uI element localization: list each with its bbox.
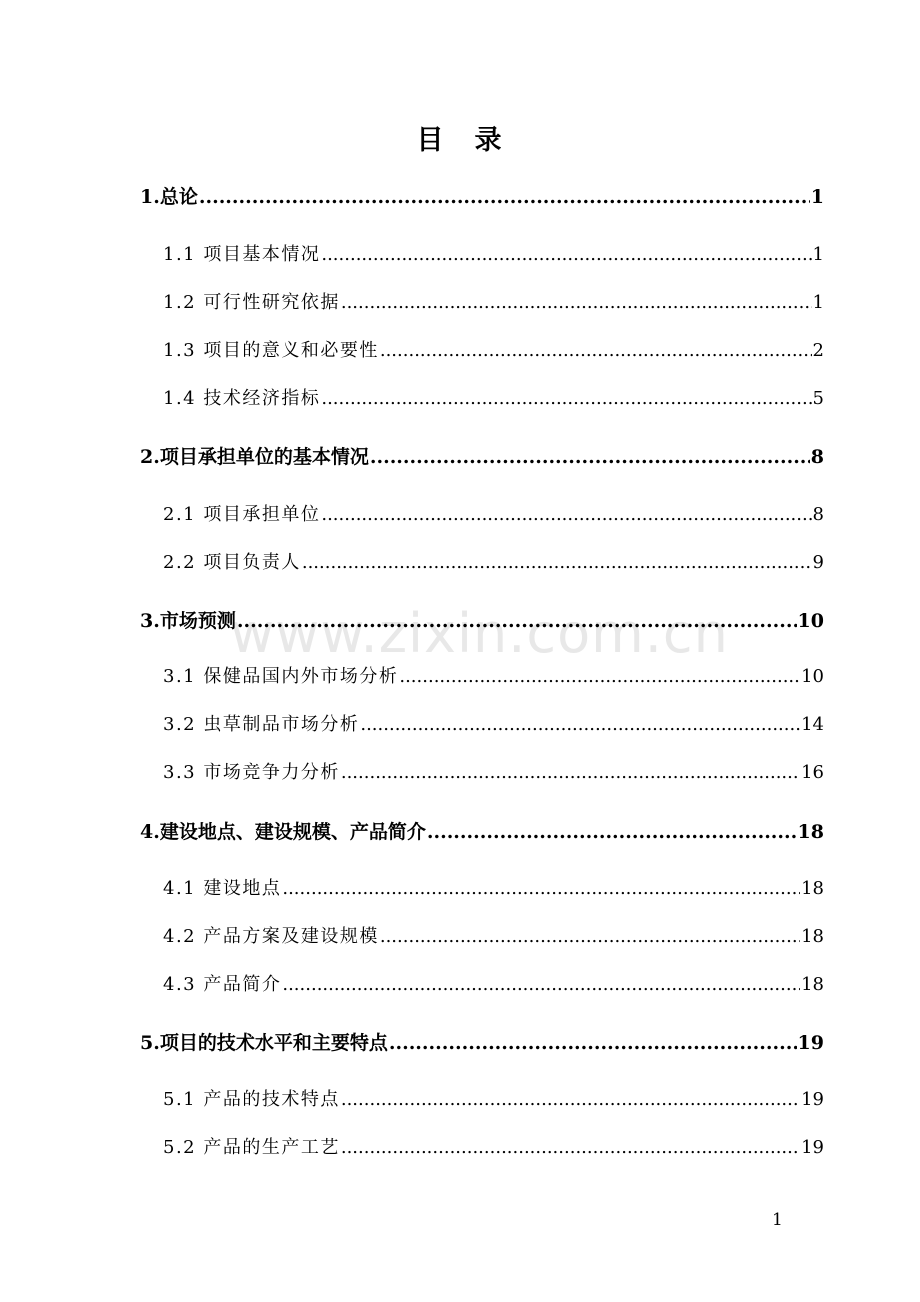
toc-entry-4-2[interactable] <box>163 922 824 948</box>
toc-entry-label: 4.建设地点、建设规模、产品简介 <box>140 821 426 843</box>
toc-entry-page: 1 <box>812 244 824 265</box>
toc-entry-label: 2.1 项目承担单位 <box>163 504 321 525</box>
dot-leader <box>341 1137 800 1158</box>
toc-entry-page: 10 <box>797 610 824 632</box>
toc-entry-label: 3.1 保健品国内外市场分析 <box>163 666 399 687</box>
toc-entry-label: 4.1 建设地点 <box>163 878 282 899</box>
toc-entry-1-3[interactable] <box>163 336 824 362</box>
toc-entry-1-4[interactable] <box>163 384 824 410</box>
watermark: www.zixin.com.cn <box>230 602 729 665</box>
toc-entry-4-3[interactable] <box>163 970 824 996</box>
toc-entry-page: 18 <box>797 821 824 843</box>
toc-entry-4-1[interactable] <box>163 874 824 900</box>
toc-entry-page: 18 <box>801 974 824 995</box>
toc-entry-page: 9 <box>812 552 824 573</box>
dot-leader <box>360 714 800 735</box>
dot-leader <box>389 1032 797 1054</box>
toc-entry-page: 19 <box>801 1137 824 1158</box>
dot-leader <box>302 552 812 573</box>
toc-entry-label: 5.1 产品的技术特点 <box>163 1089 340 1110</box>
toc-entry-3-3[interactable] <box>163 758 824 784</box>
dot-leader <box>427 821 797 843</box>
toc-entry-3-2[interactable] <box>163 710 824 736</box>
dot-leader <box>380 340 812 361</box>
toc-entry-label: 2.2 项目负责人 <box>163 552 301 573</box>
toc-entry-page: 16 <box>801 762 824 783</box>
toc-title: 目 录 <box>416 125 504 156</box>
dot-leader <box>380 926 800 947</box>
toc-entry-page: 10 <box>801 666 824 687</box>
toc-entry-5[interactable] <box>140 1028 824 1055</box>
dot-leader <box>282 974 800 995</box>
toc-entry-5-2[interactable] <box>163 1133 824 1159</box>
toc-entry-label: 5.项目的技术水平和主要特点 <box>140 1032 388 1054</box>
toc-entry-label: 1.3 项目的意义和必要性 <box>163 340 379 361</box>
toc-entry-1-2[interactable] <box>163 288 824 314</box>
toc-entry-page: 14 <box>801 714 824 735</box>
toc-entry-2[interactable] <box>140 442 824 469</box>
toc-entry-label: 1.总论 <box>140 186 198 208</box>
dot-leader <box>341 762 800 783</box>
dot-leader <box>399 666 800 687</box>
toc-entry-page: 2 <box>812 340 824 361</box>
toc-entry-3[interactable] <box>140 606 824 633</box>
dot-leader <box>341 292 812 313</box>
toc-entry-label: 2.项目承担单位的基本情况 <box>140 446 369 468</box>
toc-entry-page: 18 <box>801 878 824 899</box>
toc-entry-2-1[interactable] <box>163 500 824 526</box>
dot-leader <box>282 878 800 899</box>
toc-entry-1-1[interactable] <box>163 240 824 266</box>
toc-entry-3-1[interactable] <box>163 662 824 688</box>
toc-entry-page: 18 <box>801 926 824 947</box>
dot-leader <box>237 610 797 632</box>
toc-entry-page: 5 <box>812 388 824 409</box>
dot-leader <box>341 1089 800 1110</box>
toc-entry-label: 3.2 虫草制品市场分析 <box>163 714 360 735</box>
toc-entry-page: 1 <box>810 186 824 208</box>
dot-leader <box>199 186 810 208</box>
dot-leader <box>321 504 811 525</box>
toc-entry-label: 4.2 产品方案及建设规模 <box>163 926 379 947</box>
toc-entry-label: 1.1 项目基本情况 <box>163 244 321 265</box>
toc-entry-label: 1.2 可行性研究依据 <box>163 292 340 313</box>
page-number: 1 <box>772 1210 783 1230</box>
toc-entry-label: 3.市场预测 <box>140 610 236 632</box>
toc-entry-page: 8 <box>810 446 824 468</box>
toc-entry-4[interactable] <box>140 817 824 844</box>
dot-leader <box>321 244 811 265</box>
toc-entry-1[interactable] <box>140 182 824 209</box>
toc-entry-page: 8 <box>812 504 824 525</box>
toc-entry-page: 19 <box>801 1089 824 1110</box>
toc-entry-label: 1.4 技术经济指标 <box>163 388 321 409</box>
dot-leader <box>370 446 810 468</box>
toc-entry-label: 5.2 产品的生产工艺 <box>163 1137 340 1158</box>
dot-leader <box>321 388 811 409</box>
toc-entry-page: 19 <box>797 1032 824 1054</box>
toc-entry-page: 1 <box>812 292 824 313</box>
toc-entry-2-2[interactable] <box>163 548 824 574</box>
toc-entry-label: 3.3 市场竞争力分析 <box>163 762 340 783</box>
toc-entry-5-1[interactable] <box>163 1085 824 1111</box>
toc-entry-label: 4.3 产品简介 <box>163 974 282 995</box>
